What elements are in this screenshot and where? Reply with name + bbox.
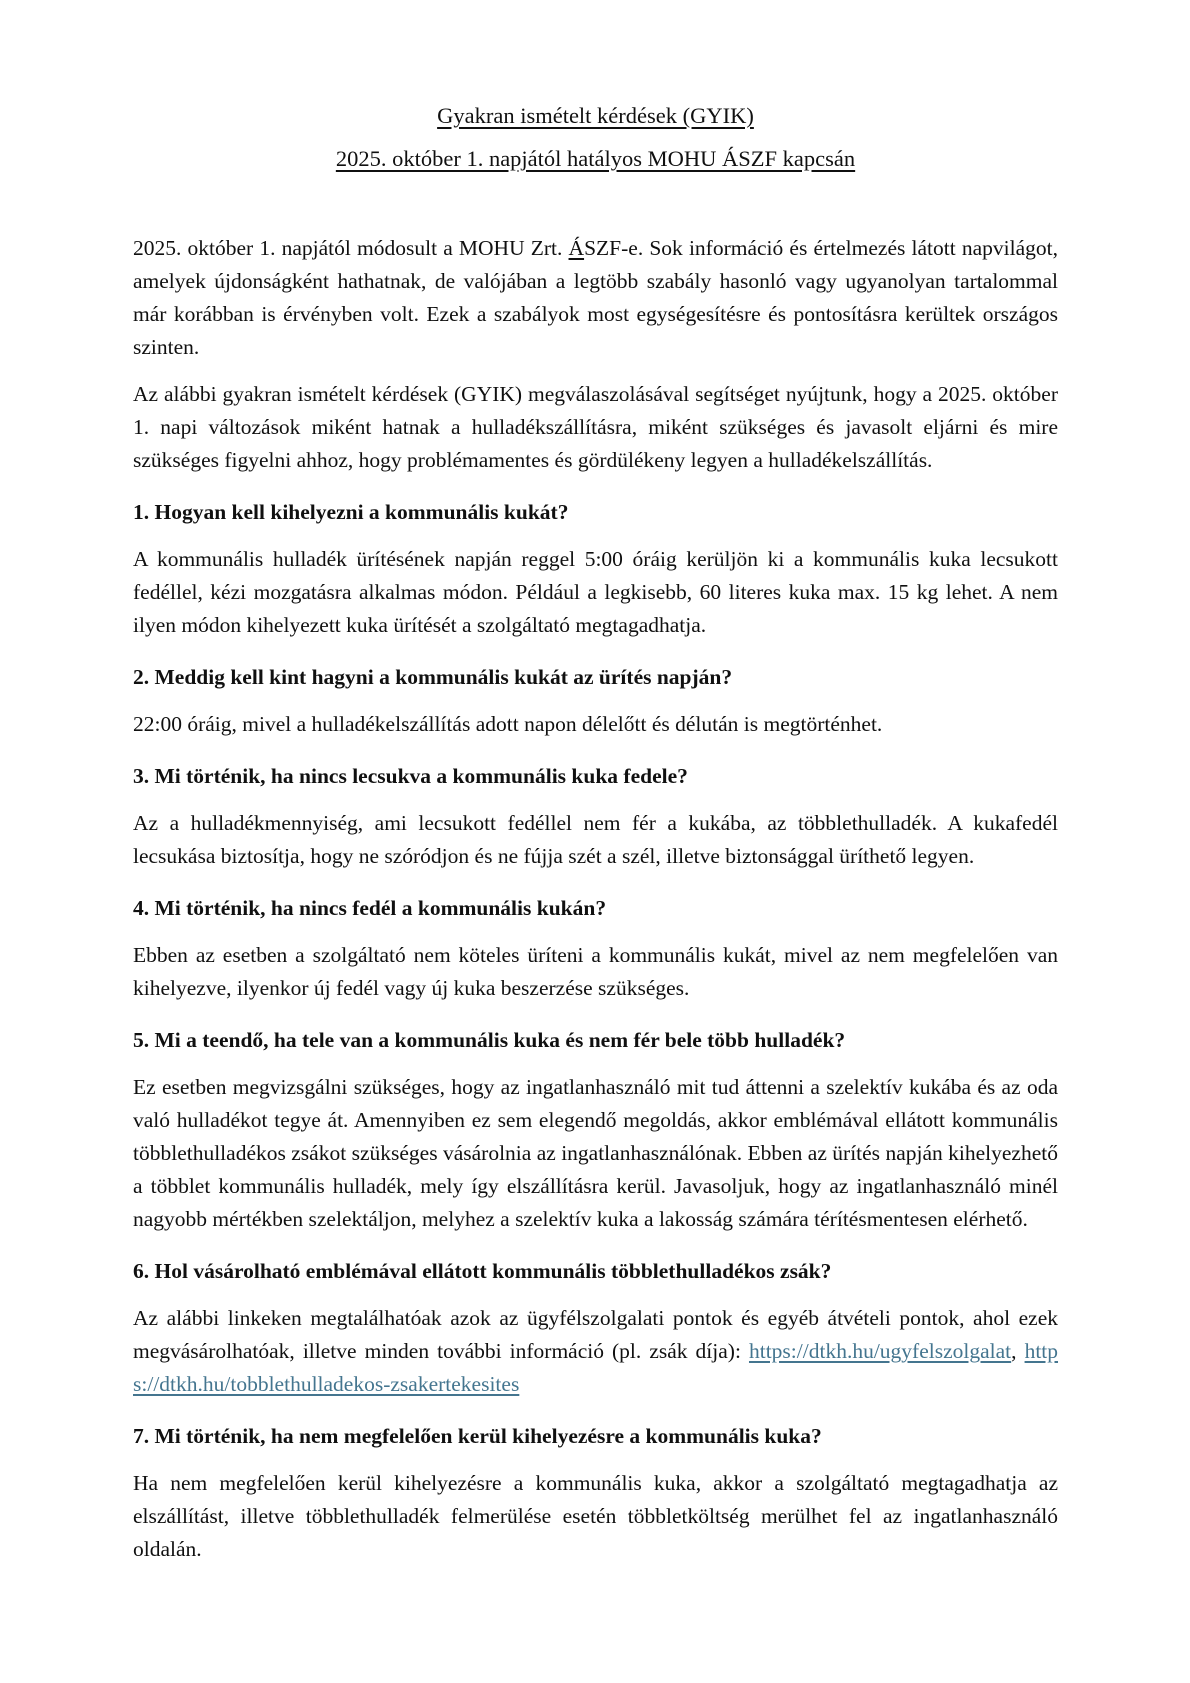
faq-question-1: 1. Hogyan kell kihelyezni a kommunális kukát? [133,500,569,524]
link-dtkh-zsakertekesites[interactable]: https://dtkh.hu/tobblethulladekos-zsakertekesites [133,1339,1059,1396]
faq-answer-5: Ez esetben megvizsgálni szükséges, hogy az ingatlanhasználó mit tud áttenni a szelektív kukába és az oda való hulladékot tegye át. Amennyiben ez sem elegendő megoldás, akkor emblémával ellátott kommunális többlethulladékos zsákot szükséges vásárolnia az ingatlanhasználónak. Ebben az ürítés napján kihelyezhető a többlet kommunális hulladék, mely így elszállításra kerül. Javasoljuk, hogy az ingatlanhasználó minél nagyobb mértékben szelektáljon, melyhez a szelektív kuka a lakosság számára térítésmentesen elérhető. [133,1075,1058,1231]
faq-question-6: 6. Hol vásárolható emblémával ellátott kommunális többlethulladékos zsák? [133,1259,832,1283]
page-title-line-2: 2025. október 1. napjától hatályos MOHU ÁSZF kapcsán [335,146,856,171]
faq-answer-6 [133,1302,1058,1401]
link-dtkh-ugyfelszolgalat[interactable]: https://dtkh.hu/ugyfelszolgalat [748,1339,1012,1363]
intro-p1-after: SZF-e. Sok információ és értelmezés látott napvilágot, amelyek újdonságként hathatnak, de valójában a legtöbb szabály hasonló vagy ugyanolyan tartalommal már korábban is érvényben volt. Ezek a szabályok most egységesítésre és pontosításra kerültek országos szinten. [133,236,1058,359]
faq-question-5: 5. Mi a teendő, ha tele van a kommunális kuka és nem fér bele több hulladék? [133,1028,846,1052]
faq-question-4: 4. Mi történik, ha nincs fedél a kommunális kukán? [133,896,607,920]
faq-question-7: 7. Mi történik, ha nem megfelelően kerül kihelyezésre a kommunális kuka? [133,1424,822,1448]
faq-question-3: 3. Mi történik, ha nincs lecsukva a kommunális kuka fedele? [133,764,688,788]
faq-answer-1: A kommunális hulladék ürítésének napján reggel 5:00 óráig kerüljön ki a kommunális kuka lecsukott fedéllel, kézi mozgatásra alkalmas módon. Például a legkisebb, 60 literes kuka max. 15 kg lehet. A nem ilyen módon kihelyezett kuka ürítését a szolgáltató megtagadhatja. [133,547,1058,637]
faq-answer-2: 22:00 óráig, mivel a hulladékelszállítás adott napon délelőtt és délután is megtörténhet. [133,712,883,736]
faq-answer-4: Ebben az esetben a szolgáltató nem köteles üríteni a kommunális kukát, mivel az nem megfelelően van kihelyezve, ilyenkor új fedél vagy új kuka beszerzése szükséges. [133,943,1058,1000]
intro-p1-before: 2025. október 1. napjától módosult a MOHU Zrt. [133,236,569,260]
faq-answer-6-text: Az alábbi linkeken megtalálhatóak azok az ügyfélszolgalati pontok és egyéb átvételi pontok, ahol ezek megvásárolhatóak, illetve minden további információ (pl. zsák díja): [133,1306,1058,1363]
intro-paragraph-1 [133,232,1058,364]
faq-answer-7: Ha nem megfelelően kerül kihelyezésre a kommunális kuka, akkor a szolgáltató megtagadhatja az elszállítást, illetve többlethulladék felmerülése esetén többletköltség merülhet fel az ingatlanhasználó oldalán. [133,1471,1058,1561]
intro-p1-underlined-char: Á [568,236,585,260]
page-title-line-1: Gyakran ismételt kérdések (GYIK) [437,103,754,128]
faq-answer-6-separator: , [1011,1339,1025,1363]
faq-answer-3: Az a hulladékmennyiség, ami lecsukott fedéllel nem fér a kukába, az többlethulladék. A kukafedél lecsukása biztosítja, hogy ne szóródjon és ne fújja szét a szél, illetve biztonsággal üríthető legyen. [133,811,1058,868]
intro-paragraph-2: Az alábbi gyakran ismételt kérdések (GYIK) megválaszolásával segítséget nyújtunk, hogy a 2025. október 1. napi változások miként hatnak a hulladékszállításra, miként szükséges és javasolt eljárni és mire szükséges figyelni ahhoz, hogy problémamentes és gördülékeny legyen a hulladékelszállítás. [133,382,1058,472]
document-title [133,94,1058,180]
faq-question-2: 2. Meddig kell kint hagyni a kommunális kukát az ürítés napján? [133,665,733,689]
